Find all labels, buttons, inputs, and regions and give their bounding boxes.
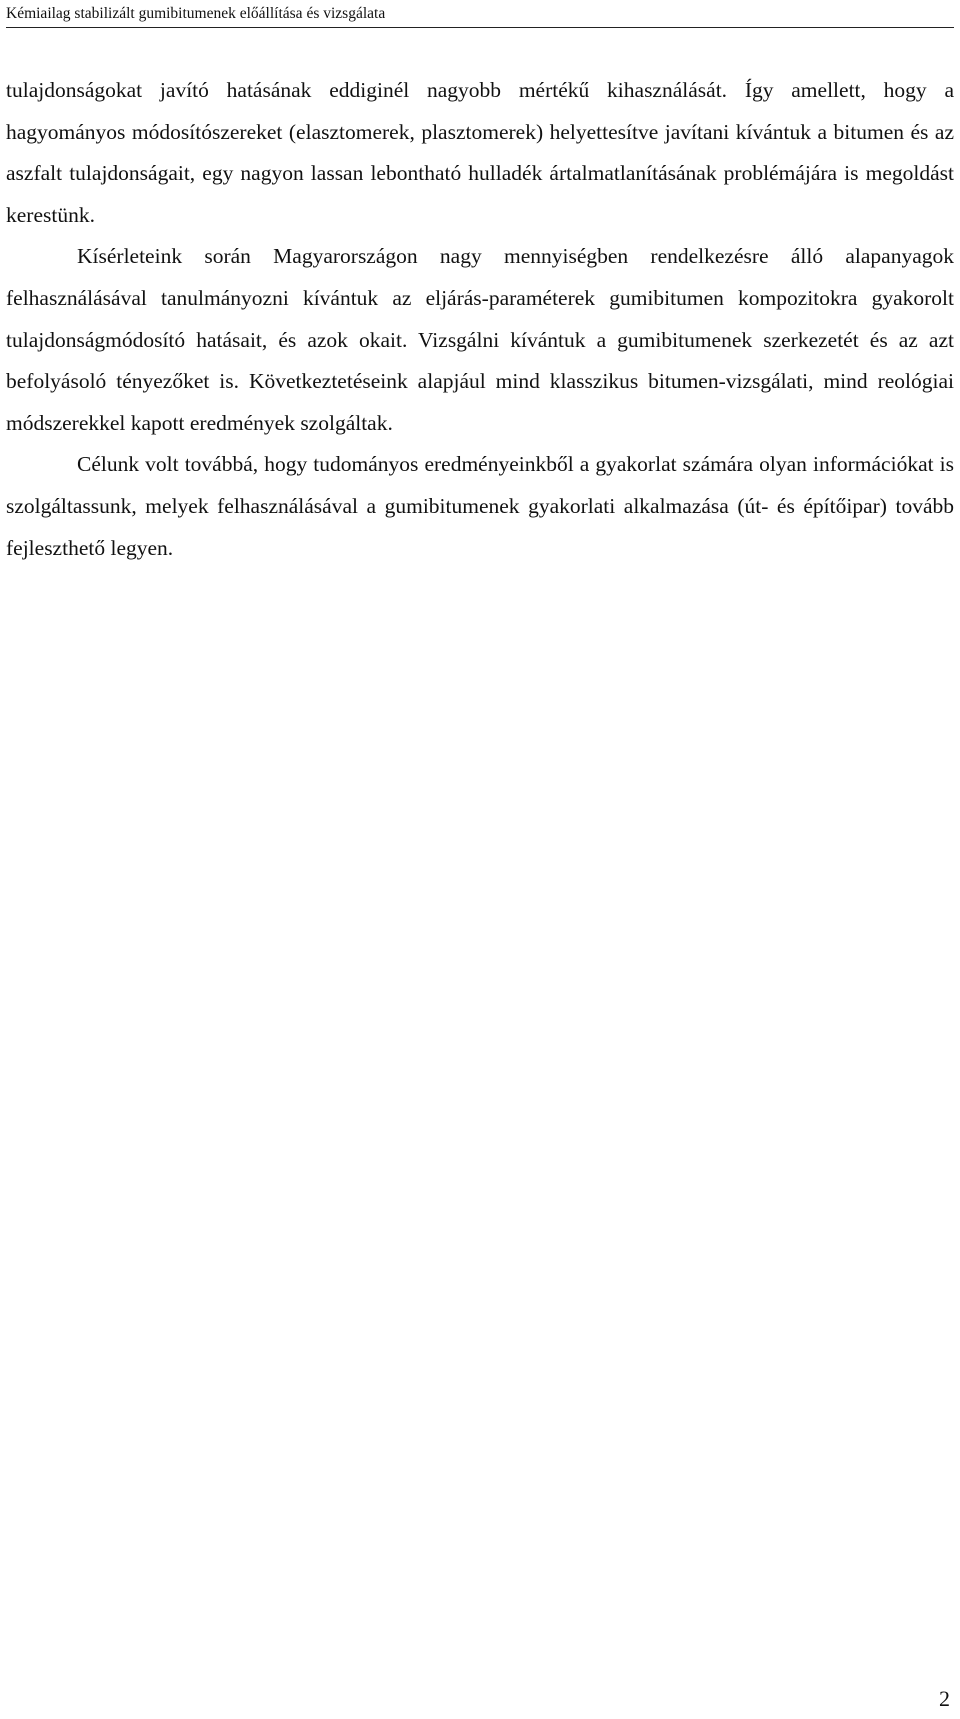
paragraph-experiments: Kísérleteink során Magyarországon nagy mennyiségben rendelkezésre álló alapanyagok felhasználásával tanulmányozni kívántuk az eljárás-paraméterek gumibitumen kompozitokra gyakorolt tulajdonságmódosító hatásait, és azok okait. Vizsgálni kívántuk a gumibitumenek szerkezetét és az azt befolyásoló tényezőket is. Következtetéseink alapjául mind klasszikus bitumen-vizsgálati, mind reológiai módszerekkel kapott eredmények szolgáltak. (6, 244, 954, 435)
body-text (6, 70, 954, 569)
running-header: Kémiailag stabilizált gumibitumenek előállítása és vizsgálata (6, 5, 386, 22)
paragraph-continuation: tulajdonságokat javító hatásának eddiginél nagyobb mértékű kihasználását. Így amellett, hogy a hagyományos módosítószereket (elasztomerek, plasztomerek) helyettesítve javítani kívántuk a bitumen és az aszfalt tulajdonságait, egy nagyon lassan lebontható hulladék ártalmatlanításának problémájára is megoldást kerestünk. (6, 78, 954, 227)
page-number: 2 (939, 1686, 950, 1711)
header-divider (6, 27, 954, 28)
paragraph-aims: Célunk volt továbbá, hogy tudományos eredményeinkből a gyakorlat számára olyan információkat is szolgáltassunk, melyek felhasználásával a gumibitumenek gyakorlati alkalmazása (út- és építőipar) tovább fejleszthető legyen. (6, 452, 954, 560)
